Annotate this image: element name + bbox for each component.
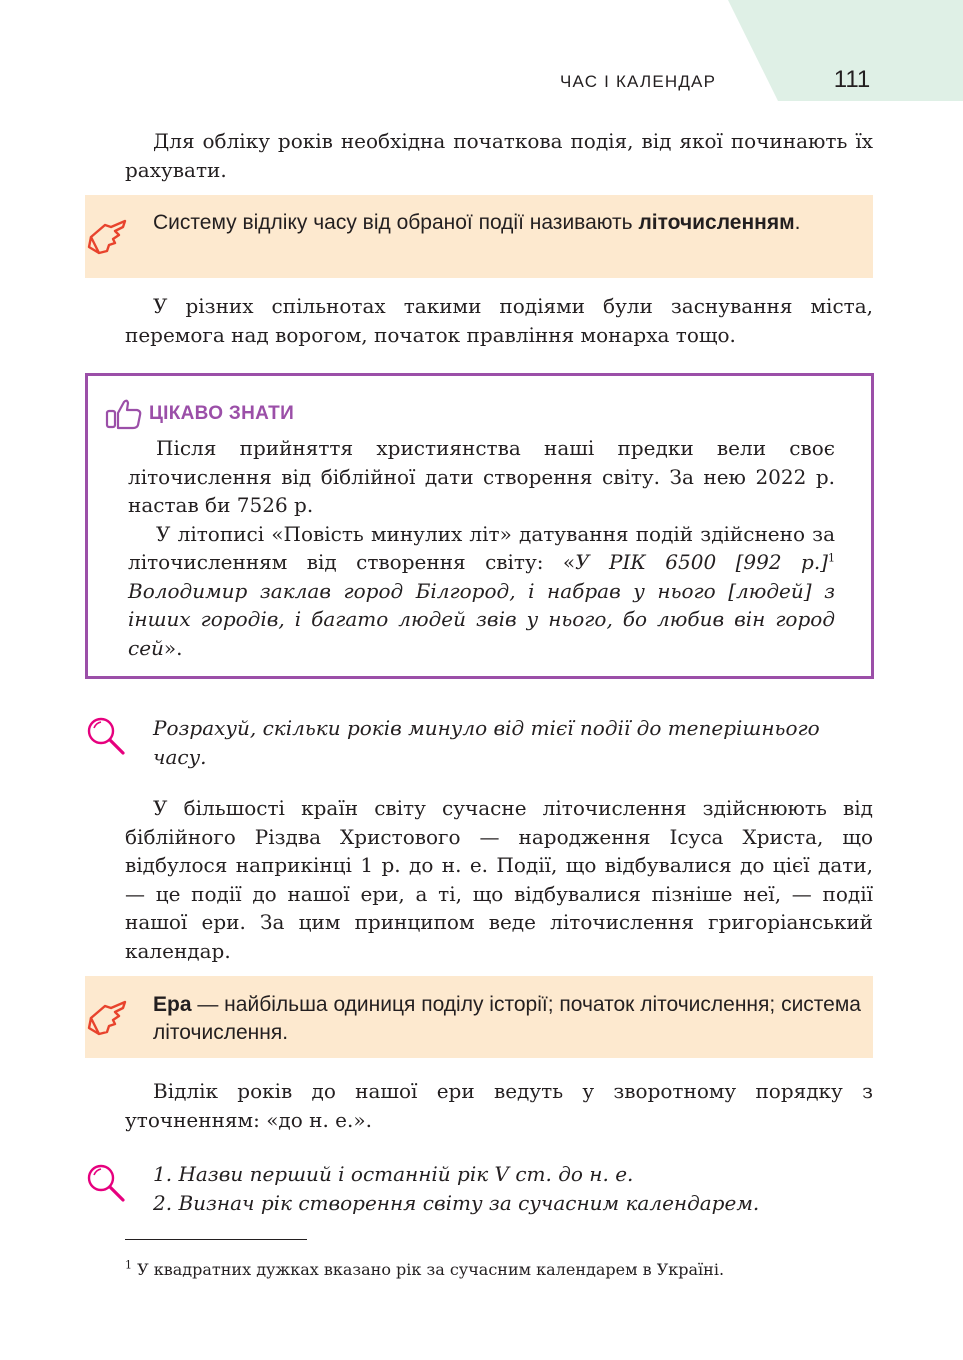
footnote-reference: 1 (828, 551, 835, 565)
info-box-body (128, 434, 835, 662)
definition-1-end: . (794, 211, 801, 234)
paragraph-4: Відлік років до нашої ери ведуть у зворотному порядку з уточненням: «до н. е.». (125, 1079, 873, 1132)
task-1: Розрахуй, скільки років минуло від тієї події до теперішнього часу. (153, 716, 820, 769)
task-2-list (153, 1160, 873, 1217)
page-number: 111 (833, 66, 871, 93)
definition-box-2 (85, 976, 873, 1058)
pointing-hand-icon (85, 213, 131, 259)
definition-text-1 (153, 209, 863, 237)
definition-text-2 (153, 991, 863, 1047)
definition-box-1 (85, 195, 873, 278)
info-box-title: ЦІКАВО ЗНАТИ (149, 403, 295, 424)
info-box-paragraph-1: Після прийняття християнства наші предки вели своє літочислення від біблійної дати створення світу. За нею 2022 р. настав би 7526 р. (128, 436, 835, 517)
footnote-divider (125, 1239, 307, 1240)
paragraph-1: Для обліку років необхідна початкова подія, від якої починають їх рахувати. (125, 129, 873, 182)
task-2-item: 2. Визнач рік створення світу за сучасним календарем. (153, 1190, 760, 1215)
info-box-paragraph-2 (128, 520, 835, 663)
footnote-mark: 1 (125, 1258, 132, 1272)
info-box-header (105, 398, 294, 430)
magnifier-icon (86, 1163, 126, 1207)
definition-2-body: — найбільша одиниця поділу історії; початок літочислення; система літочислення. (153, 993, 861, 1044)
pointing-hand-icon (85, 994, 131, 1040)
interesting-facts-box (85, 373, 874, 679)
paragraph-2: У різних спільнотах такими подіями були заснування міста, перемога над ворогом, початок правління монарха тощо. (125, 294, 873, 347)
footnote-text: У квадратних дужках вказано рік за сучасним календарем в Україні. (132, 1260, 725, 1279)
info-paragraph-2-intro: У літописі «Повість минулих літ» датування подій здійснено за літочисленням від створення світу: « (128, 521, 835, 574)
definition-1-term: літочисленням (638, 211, 795, 234)
thumbs-up-icon (105, 398, 143, 430)
definition-2-term: Ера (153, 993, 192, 1016)
paragraph-3: У більшості країн світу сучасне літочислення здійснюють від біблійного Різдва Христового — народження Ісуса Христа, що відбулося наприкінці 1 р. до н. е. Події, що відбувалися до цієї дати, — це події до нашої ери, а ті, що відбувалися пізніше неї, — події нашої ери. За цим принципом веде літочислення григоріанський календар. (125, 796, 873, 963)
task-2-item: 1. Назви перший і останній рік V ст. до н. е. (153, 1162, 634, 1186)
info-paragraph-2-end: ». (163, 635, 183, 660)
chronicle-quote-part-2: Володимир заклав город Білгород, і набрав у нього [людей] з інших городів, і багато людей звів у нього, бо любив він город сей (128, 578, 835, 660)
footnote (125, 1259, 885, 1281)
magnifier-icon (86, 716, 126, 760)
chronicle-quote-part-1: У РІК 6500 [992 р.] (575, 550, 828, 574)
definition-1-intro: Систему відліку часу від обраної події називають (153, 211, 639, 234)
running-header-title: ЧАС І КАЛЕНДАР (560, 72, 717, 91)
